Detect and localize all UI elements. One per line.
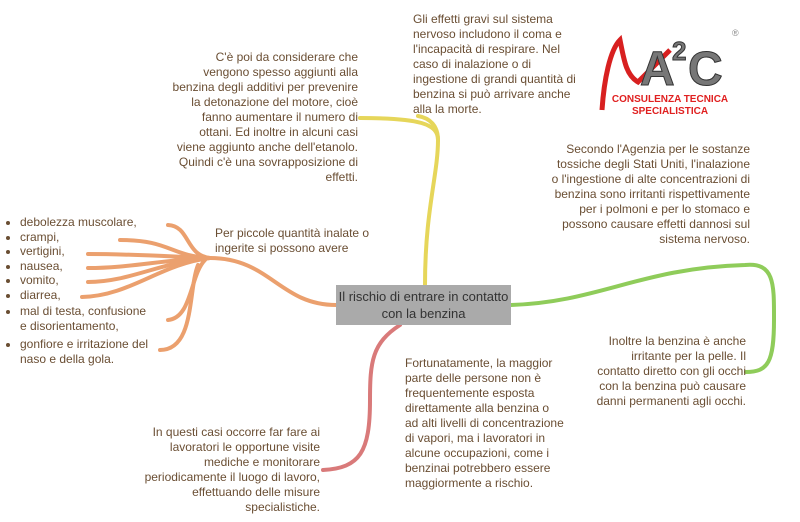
symptom-item[interactable]: • crampi,: [20, 230, 155, 245]
svg-text:CONSULENZA TECNICA: CONSULENZA TECNICA: [611, 94, 729, 105]
connector-orange: [210, 258, 336, 305]
node-additives[interactable]: C'è poi da considerare che vengono spesso aggiunti alla benzina degli additivi per prevenire la detonazione del motore, cioè fanno aumentare il numero di ottani. Ed inoltre in alcuni casi viene aggiunto anche dell'etanolo. Quindi c'è una sovrapposizione di effetti.: [172, 50, 358, 184]
symptom-item[interactable]: • vertigini,: [20, 244, 155, 259]
node-agency[interactable]: Secondo l'Agenzia per le sostanze tossiche degli Stati Uniti, l'inalazione o l'ingestione di alte concentrazioni di benzina sono irritanti rispettivamente per i polmoni e per lo stomaco e possono causare effetti dannosi sul sistema nervoso.: [551, 142, 750, 246]
company-logo: [590, 20, 740, 120]
node-small-quantities[interactable]: Per piccole quantità inalate o ingerite si possono avere: [215, 226, 370, 255]
node-nervous[interactable]: Gli effetti gravi sul sistema nervoso includono il coma e l'incapacità di respirare. Nel caso di inalazione o di ingestione di grandi quantità di benzina si può arrivare anche alla la morte.: [413, 12, 576, 116]
symptom-item[interactable]: • nausea,: [20, 259, 155, 274]
symptom-item[interactable]: • vomito,: [20, 273, 155, 288]
central-topic-label: Il rischio di entrare in contatto con la benzina: [338, 289, 509, 321]
node-workers[interactable]: In questi casi occorre far fare ai lavoratori le opportune visite mediche e monitorare periodicamente il luogo di lavoro, effettuando delle misure specialistiche.: [144, 425, 320, 514]
symptom-item[interactable]: • debolezza muscolare,: [20, 215, 155, 230]
svg-text:A: A: [640, 43, 675, 96]
connector-red: [323, 325, 400, 470]
svg-text:C: C: [688, 43, 723, 96]
symptom-item[interactable]: • gonfiore e irritazione del naso e della gola.: [20, 337, 155, 366]
symptom-item[interactable]: • diarrea,: [20, 288, 155, 303]
symptoms-list: [5, 215, 155, 366]
node-skin[interactable]: Inoltre la benzina è anche irritante per la pelle. Il contatto diretto con gli occhi con la benzina può causare danni permanenti agli occhi.: [596, 334, 746, 408]
node-fortunately[interactable]: Fortunatamente, la maggior parte delle persone non è frequentemente esposta direttamente alla benzina o ad alti livelli di concentrazione di vapori, ma i lavoratori in alcune occupazioni, come i benzinai potrebbero essere maggiormente a rischio.: [405, 356, 564, 490]
svg-text:®: ®: [732, 28, 739, 38]
svg-text:2: 2: [672, 36, 687, 66]
central-topic[interactable]: [336, 285, 511, 325]
connector-yellow: [360, 118, 438, 285]
connector-yellow-branch: [418, 116, 438, 140]
svg-text:SPECIALISTICA: SPECIALISTICA: [631, 106, 709, 117]
symptom-item[interactable]: • mal di testa, confusione e disorientamento,: [20, 304, 155, 333]
